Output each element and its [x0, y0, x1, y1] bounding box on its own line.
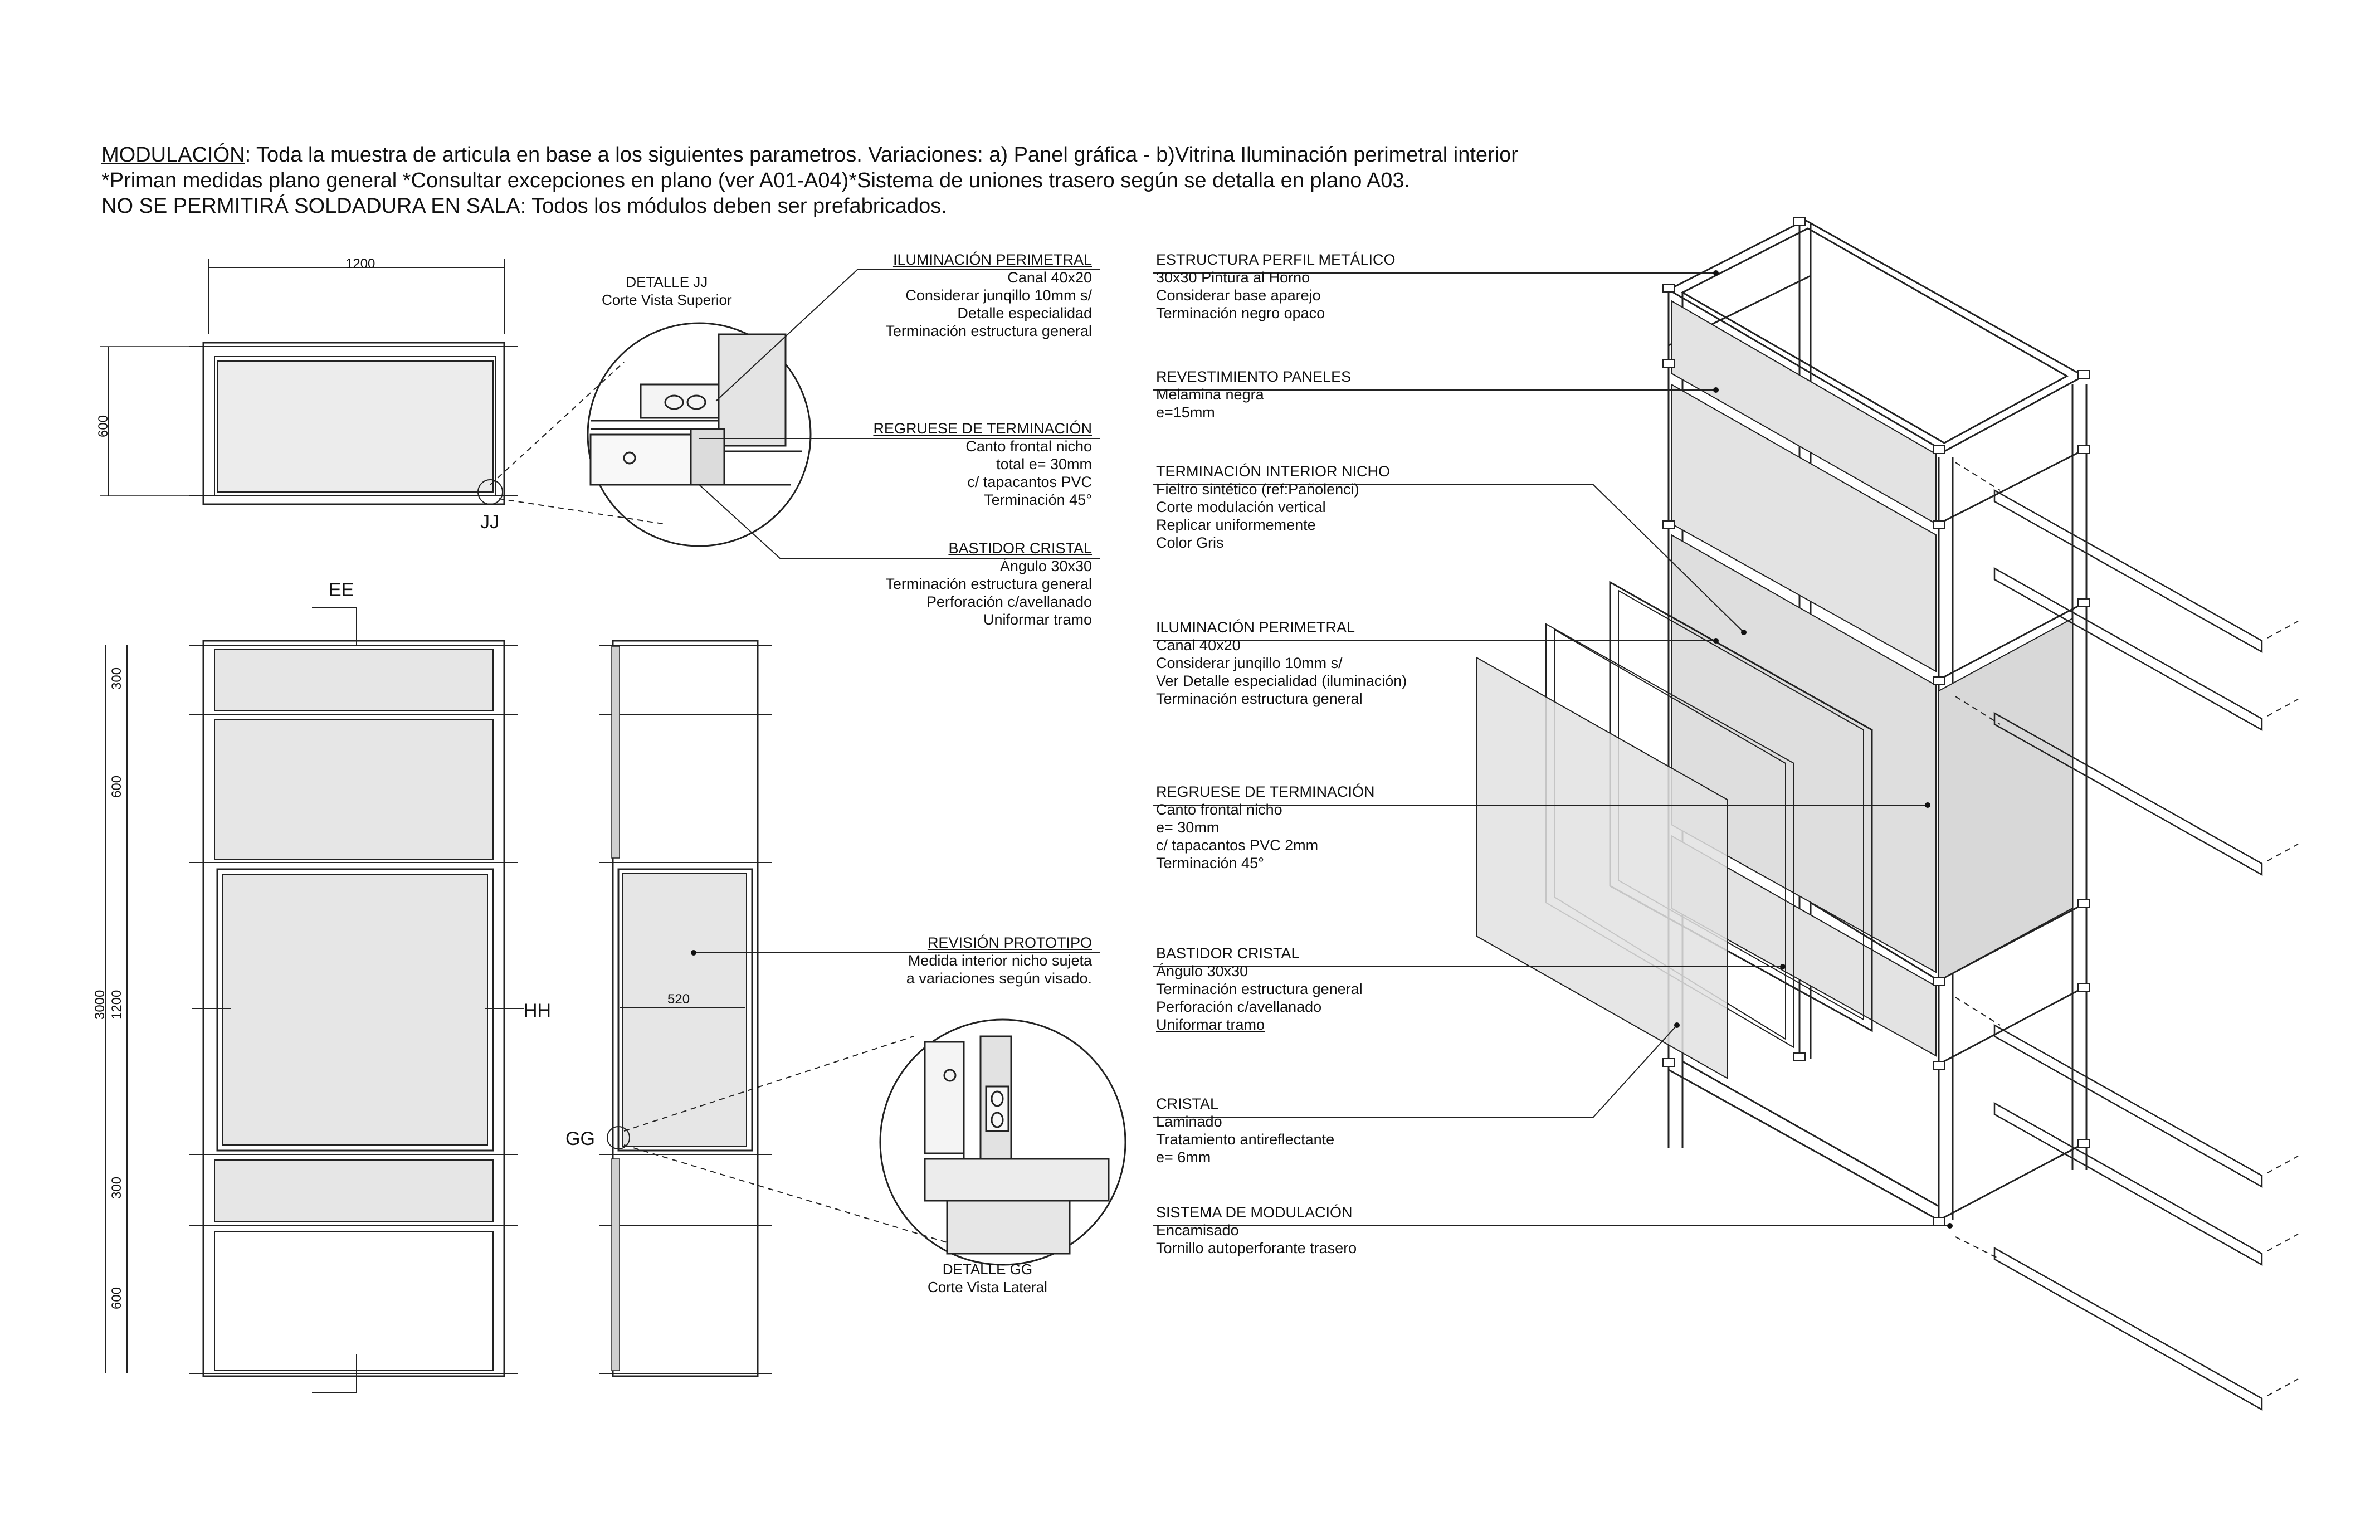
- label-line: 30x30 Pintura al Horno: [1156, 269, 1310, 286]
- section-tag-hh: HH: [524, 1000, 552, 1021]
- detail-tag-jj: JJ: [480, 511, 499, 533]
- label-line: Ángulo 30x30: [999, 558, 1092, 574]
- elevation-dim-600-bottom: 600: [109, 1286, 124, 1309]
- label-revestimiento: [1156, 368, 1351, 421]
- label-line: c/ tapacantos PVC: [967, 474, 1092, 490]
- label-line: c/ tapacantos PVC 2mm: [1156, 837, 1319, 854]
- elevation-dim-600-top: 600: [109, 775, 124, 798]
- label-line: Melamina negra: [1156, 386, 1264, 403]
- label-line: Considerar base aparejo: [1156, 287, 1321, 304]
- label-line: Terminación estructura general: [885, 323, 1092, 339]
- detail-jj-caption: [602, 273, 732, 309]
- header-lead: MODULACIÓN: [101, 143, 245, 167]
- label-line: total e= 30mm: [996, 456, 1092, 472]
- label-line: Ángulo 30x30: [1156, 963, 1248, 979]
- label-estructura: [1156, 251, 1396, 322]
- label-line: Terminación estructura general: [1156, 981, 1363, 997]
- header-line-2: *Priman medidas plano general *Consultar excepciones en plano (ver A01-A04)*Sistema de uniones trasero según se detalla en plano A03.: [101, 169, 1411, 192]
- detail-gg-title: DETALLE GG: [942, 1261, 1033, 1278]
- detail-jj: [588, 323, 811, 546]
- front-elevation: [106, 607, 524, 1393]
- label-title: BASTIDOR CRISTAL: [1156, 945, 1300, 962]
- label-title: BASTIDOR CRISTAL: [948, 540, 1092, 557]
- label-bastidor-iso: [1156, 944, 1363, 1034]
- label-line: Terminación estructura general: [885, 576, 1092, 592]
- header-line-3: NO SE PERMITIRÁ SOLDADURA EN SALA: Todos los módulos deben ser prefabricados.: [101, 194, 947, 218]
- label-title: ESTRUCTURA PERFIL METÁLICO: [1156, 251, 1396, 268]
- label-line: e= 30mm: [1156, 819, 1220, 836]
- label-title: REGRUESE DE TERMINACIÓN: [1156, 783, 1375, 800]
- detail-tag-gg: GG: [565, 1128, 595, 1149]
- label-line: Canto frontal nicho: [965, 438, 1092, 455]
- isometric-view: [1476, 217, 2298, 1410]
- label-bastidor-detail: [885, 539, 1092, 628]
- elevation-dim-3000: 3000: [92, 990, 108, 1020]
- label-line: e= 6mm: [1156, 1149, 1211, 1166]
- detail-jj-subtitle: Corte Vista Superior: [602, 291, 732, 308]
- label-iluminacion-iso: [1156, 618, 1407, 708]
- section-tag-ee: EE: [329, 579, 354, 601]
- label-title: ILUMINACIÓN PERIMETRAL: [1156, 619, 1355, 636]
- plan-depth-dimension: 600: [96, 415, 111, 437]
- label-line: Color Gris: [1156, 534, 1224, 551]
- label-line: Tornillo autoperforante trasero: [1156, 1240, 1357, 1256]
- label-line: Terminación 45°: [984, 491, 1092, 508]
- label-title: ILUMINACIÓN PERIMETRAL: [892, 251, 1092, 268]
- label-line: Perforación c/avellanado: [1156, 998, 1322, 1015]
- detail-gg-subtitle: Corte Vista Lateral: [928, 1279, 1047, 1295]
- label-line: Considerar junqillo 10mm s/: [1156, 655, 1343, 671]
- label-line: Replicar uniformemente: [1156, 516, 1316, 533]
- plan-width-dimension: 1200: [345, 256, 375, 271]
- elevation-dim-300-bottom: 300: [109, 1176, 124, 1199]
- label-terminacion-nicho: [1156, 462, 1390, 552]
- label-line: Tratamiento antireflectante: [1156, 1131, 1335, 1148]
- section-dim-520: 520: [667, 992, 690, 1007]
- label-title: REGRUESE DE TERMINACIÓN: [873, 420, 1092, 437]
- label-line: Canal 40x20: [1156, 637, 1241, 654]
- label-line: Detalle especialidad: [957, 305, 1092, 321]
- label-line: Considerar junqillo 10mm s/: [905, 287, 1092, 304]
- label-line: Canal 40x20: [1007, 269, 1092, 286]
- label-line: Uniformar tramo: [983, 611, 1092, 628]
- label-title: CRISTAL: [1156, 1095, 1219, 1112]
- label-line: Ver Detalle especialidad (iluminación): [1156, 672, 1407, 689]
- header-line-1-text: : Toda la muestra de articula en base a los siguientes parametros. Variaciones: a) Panel gráfica - b)Vitrina Iluminación perimetral interior: [245, 143, 1518, 167]
- label-line: Fieltro sintético (ref:Pañolenci): [1156, 481, 1359, 498]
- label-line: a variaciones según visado.: [906, 970, 1092, 987]
- detail-gg-caption: [928, 1260, 1047, 1296]
- label-line: Canto frontal nicho: [1156, 801, 1282, 818]
- label-line: e=15mm: [1156, 404, 1215, 421]
- elevation-dim-1200: 1200: [109, 990, 124, 1020]
- label-line: Terminación negro opaco: [1156, 305, 1325, 321]
- label-line: Encamisado: [1156, 1222, 1239, 1239]
- label-title: REVESTIMIENTO PANELES: [1156, 368, 1352, 385]
- label-regruese-detail: [873, 420, 1092, 509]
- label-line: Perforación c/avellanado: [926, 593, 1092, 610]
- label-line: Corte modulación vertical: [1156, 499, 1326, 515]
- label-iluminacion-detail: [885, 251, 1092, 340]
- detail-gg: [880, 1020, 1125, 1265]
- label-title: REVISIÓN PROTOTIPO: [927, 934, 1092, 951]
- label-line: Medida interior nicho sujeta: [908, 952, 1092, 969]
- label-line: Uniformar tramo: [1156, 1016, 1265, 1033]
- label-line: Terminación estructura general: [1156, 690, 1363, 707]
- elevation-dim-300-top: 300: [109, 667, 124, 690]
- detail-jj-title: DETALLE JJ: [626, 274, 708, 290]
- label-sistema-modulacion: [1156, 1203, 1357, 1257]
- label-title: SISTEMA DE MODULACIÓN: [1156, 1204, 1353, 1221]
- label-line: Terminación 45°: [1156, 855, 1264, 871]
- label-regruese-iso: [1156, 783, 1375, 872]
- plan-view: [100, 259, 663, 524]
- label-revision-prototipo: [906, 934, 1092, 987]
- label-title: TERMINACIÓN INTERIOR NICHO: [1156, 463, 1391, 480]
- label-cristal: [1156, 1095, 1334, 1166]
- label-line: Laminado: [1156, 1113, 1222, 1130]
